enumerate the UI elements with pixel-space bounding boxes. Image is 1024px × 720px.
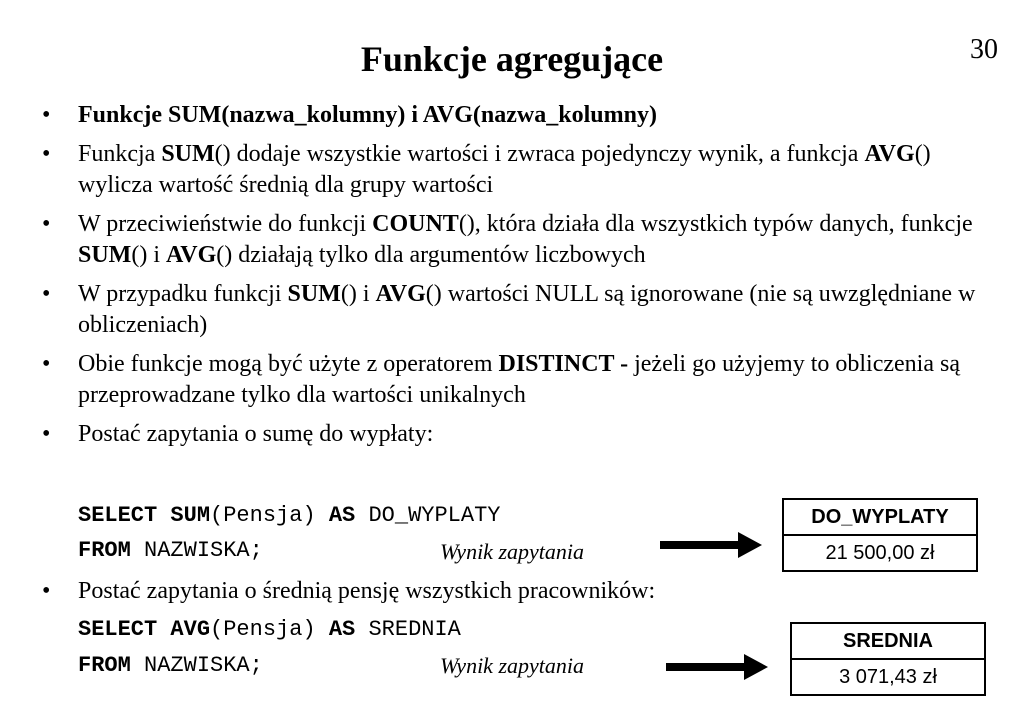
arrow-right-icon bbox=[660, 530, 764, 560]
sql-table: NAZWISKA; bbox=[144, 653, 263, 678]
keyword-avg: AVG bbox=[375, 281, 426, 307]
bullet-list-2 bbox=[40, 576, 990, 615]
query2-select-line bbox=[78, 617, 461, 642]
bullet-distinct bbox=[40, 349, 990, 411]
sql-keyword-select: SELECT bbox=[78, 503, 158, 528]
bullet-text: Postać zapytania o sumę do wypłaty: bbox=[78, 421, 434, 447]
bullet-text: jeżeli go użyjemy to obliczenia są przeprowadzane tylko dla wartości unikalnych bbox=[78, 351, 960, 408]
query1-select-line bbox=[78, 503, 501, 528]
keyword-avg: AVG bbox=[166, 242, 217, 268]
arrow-right-icon bbox=[666, 652, 770, 682]
sql-args: (Pensja) bbox=[210, 503, 316, 528]
bullet-text: W przeciwieństwie do funkcji bbox=[78, 211, 373, 237]
bullet-text: () dodaje wszystkie wartości i zwraca pojedynczy wynik, a funkcja bbox=[214, 141, 865, 167]
sql-table: NAZWISKA; bbox=[144, 538, 263, 563]
sql-keyword-as: AS bbox=[328, 617, 356, 642]
sql-args: (Pensja) bbox=[210, 617, 316, 642]
bullet-sum-query-intro bbox=[40, 419, 990, 450]
bullet-text: () wylicza wartość średnią dla grupy wartości bbox=[78, 141, 931, 198]
bullet-text: Funkcja bbox=[78, 141, 162, 167]
keyword-sum: SUM bbox=[78, 242, 132, 268]
bullet-null-ignored bbox=[40, 279, 990, 341]
keyword-count: COUNT bbox=[372, 211, 459, 237]
sql-keyword-as: AS bbox=[328, 503, 356, 528]
sql-keyword-from: FROM bbox=[78, 653, 131, 678]
keyword-sum: SUM bbox=[161, 141, 215, 167]
bullet-text: Postać zapytania o średnią pensję wszystkich pracowników: bbox=[78, 578, 656, 604]
sql-function-avg: AVG bbox=[170, 617, 211, 642]
sql-function-sum: SUM bbox=[170, 503, 211, 528]
sql-alias: DO_WYPLATY bbox=[368, 503, 501, 528]
bullet-numeric-only bbox=[40, 209, 990, 271]
query1-result-caption: Wynik zapytania bbox=[440, 539, 584, 564]
bullet-text: () i bbox=[131, 242, 166, 268]
query2-result-table bbox=[790, 622, 986, 696]
query1-result-table bbox=[782, 498, 978, 572]
bullet-text: W przypadku funkcji bbox=[78, 281, 288, 307]
bullet-text: () wartości NULL są ignorowane (nie są uwzględniane w obliczeniach) bbox=[78, 281, 976, 338]
result-cell: 21 500,00 zł bbox=[783, 535, 977, 571]
bullet-sum-avg-heading bbox=[40, 100, 990, 131]
result-column-header: DO_WYPLATY bbox=[783, 499, 977, 535]
bullet-sum-avg-description bbox=[40, 139, 990, 201]
sql-alias: SREDNIA bbox=[368, 617, 461, 642]
bullet-text: Funkcje SUM(nazwa_kolumny) i AVG(nazwa_kolumny) bbox=[78, 102, 657, 128]
slide-number: 30 bbox=[970, 34, 998, 65]
sql-keyword-from: FROM bbox=[78, 538, 131, 563]
keyword-sum: SUM bbox=[287, 281, 341, 307]
query1-from-line bbox=[78, 538, 263, 563]
bullet-text: Obie funkcje mogą być użyte z operatorem bbox=[78, 351, 499, 377]
bullet-text: (), która działa dla wszystkich typów danych, funkcje bbox=[458, 211, 973, 237]
bullet-text: () działają tylko dla argumentów liczbowych bbox=[216, 242, 646, 268]
sql-keyword-select: SELECT bbox=[78, 617, 158, 642]
bullet-list bbox=[40, 100, 990, 458]
slide-title: Funkcje agregujące bbox=[360, 39, 664, 79]
keyword-distinct: DISTINCT - bbox=[498, 351, 629, 377]
result-cell: 3 071,43 zł bbox=[791, 659, 985, 695]
keyword-avg: AVG bbox=[864, 141, 915, 167]
query2-from-line bbox=[78, 653, 263, 678]
result-column-header: SREDNIA bbox=[791, 623, 985, 659]
bullet-avg-query-intro bbox=[40, 576, 990, 607]
query2-result-caption: Wynik zapytania bbox=[440, 653, 584, 678]
bullet-text: () i bbox=[340, 281, 376, 307]
